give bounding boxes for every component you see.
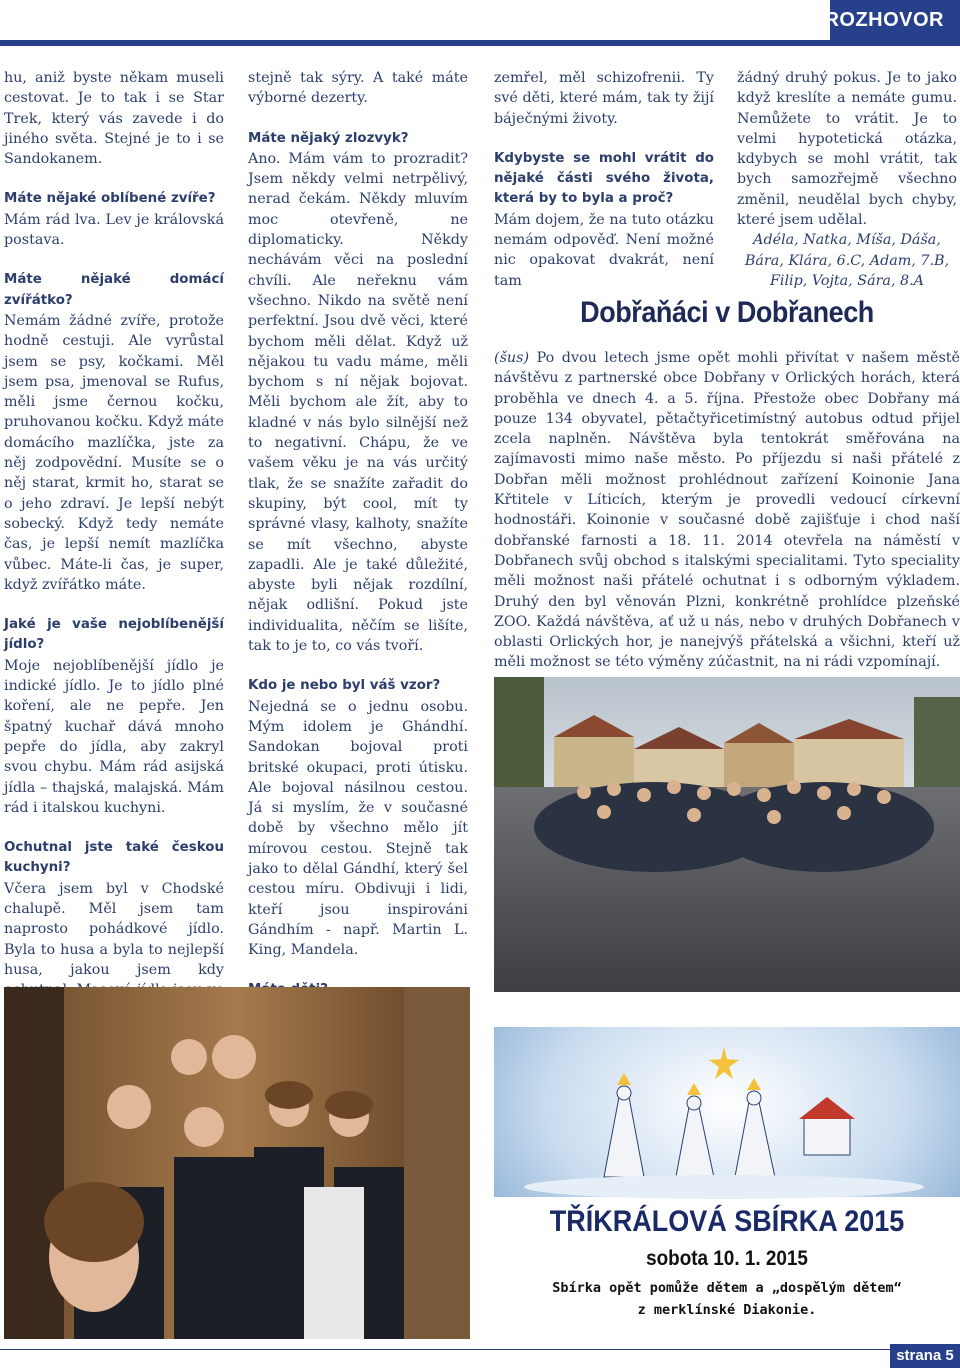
paragraph-gap [248,109,468,129]
interview-answer: žádný druhý pokus. Je to jako když kreslíte a nemáte gumu. Nemůžete to vrátit. Je to velmi hypotetická otázka, kdybych se mohl vrátit, tak bych samozřejmě všechno změnil, neudělal bych chyby, které jsem udělal. [737,70,957,229]
interview-question: Máte nějaký zlozvyk? [248,130,409,146]
header-rule [0,40,960,46]
interview-question: Kdybyste se mohl vrátit do nějaké části svého života, která by to byla a proč? [494,150,714,207]
interview-question: Jaké je vaše nejoblíbenější jídlo? [4,617,224,653]
interview-answer: Nemám žádné zvíře, protože hodně cestuji. Ale vyrůstal jsem se psy, kočkami. Měl jsem psa, jmenoval se Rufus, měli jsme černou kočku, pruhovanou kočku. Když máte domácího mazlíčka, jste za něj zodpovědní. Musíte se o něj starat, krmit ho, starat se o jeho zdraví. Je lepší nebýt sobecký. Když tedy nemáte čas, je lepší nemít mazlíčka vůbec. Máte-li čas, je super, když zvířátko máte. [4,312,224,593]
poster-note [494,1277,960,1321]
group-photo-pupils [4,987,470,1339]
paragraph-gap [4,818,224,838]
article-text: Po dvou letech jsme opět mohli přivítat v našem městě návštěvu z partnerské obce Dobřany v Orlických horách, která proběhla ve dnech 4. a 5. října. Přestože obec Dobřany má pouze 134 obyvatel, pětačtyřicetimístný autobus odtud přijel zcela naplněn. Návštěva byla tentokrát směřována na zajímavosti mimo naše město. Po příjezdu si naši přátelé z Dobřan měli možnost prohlédnout zařízení Koinonie Jana Křtitele v Líticích, kterým je provedli vedoucí církevní hodnostáři. Koinonie v současné době zajišťuje i chod naší dobřanské farnosti a 18. 11. 2014 otevřela na náměstí v Dobřanech svůj obchod s italskými specialitami. Tyto speciality měli možnost naši přátelé ochutnat i s odborným výkladem. Druhý den byl věnován Plzni, konkrétně prohlídce plzeňské ZOO. Každá návštěva, ať už u nás, nebo v druhých Dobřanech v oblasti Orlických hor, je nanejvýš přátelská a všichni, kteří už měli možnost se této výměny zúčastnit, na ni rádi vzpomínají. [494,350,960,671]
poster-note-line-2: z merklínské Diakonie. [637,1302,817,1318]
interview-answer: hu, aniž byste někam museli cestovat. Je to tak i se Star Trek, který vás zavede i do jiného světa. Stejné je to i se Sandokanem. [4,70,224,168]
poster-note-line-1: Sbírka opět pomůže dětem a „dospělým dětem“ [552,1280,902,1296]
paragraph-gap [4,250,224,270]
interview-answer: Včera jsem byl v Chodské chalupě. Měl jsem tam naprosto pohádkové jídlo. Byla to husa a byla to nejlepší husa, jakou jsem kdy [4,880,224,978]
footer-rule [0,1349,890,1350]
paragraph-gap [4,169,224,189]
article-body [494,348,960,673]
interview-question: Ochutnal jste také českou kuchyni? [4,840,224,876]
interview-answer: Nejedná se o jednu osobu. Mým idolem je Ghándhí. Sandokan bojoval proti britské okupaci, proti útisku. Ale bojoval násilnou cestou. Já si myslím, že v současné době by všechno mělo jít mírovou cestou. Stejně tak jako to dělal Gándhí, který šel cestou míru. Obdivuji i lidi, kteří jsou inspirováni Gándhím - např. Martin L. King, Mandela. [248,698,468,959]
paragraph-gap [248,960,468,980]
interview-answer: stejně tak sýry. A také máte výborné dezerty. [248,70,468,107]
poster-title: TŘÍKRÁLOVÁ SBÍRKA 2015 [549,1205,905,1238]
paragraph-gap [248,656,468,676]
interview-question: Máte nějaké domácí zvířátko? [4,272,224,308]
paragraph-gap [4,595,224,615]
article-title: Dobřaňáci v Dobřanech [580,296,874,329]
interview-column-4 [737,68,957,291]
section-header [0,0,960,40]
interview-column-1 [4,68,224,1021]
article-byline: (šus) [494,350,530,366]
interview-answer: Moje nejoblíbenější jídlo je indické jídlo. Je to jídlo plné koření, ale ne pepře. Jen špatný kuchař dává mnoho pepře do jídla, aby zakryl svou chybu. Mám rád asijská jídla – thajská, malajská. Mám rád i italskou kuchyni. [4,657,224,816]
interview-authors: Adéla, Natka, Míša, Dáša, Bára, Klára, 6.C, Adam, 7.B, Filip, Vojta, Sára, 8.A [744,232,950,289]
trikralova-sbirka-poster [494,1027,960,1339]
interview-question: Máte nějaké oblíbené zvíře? [4,191,216,207]
section-header-mask [0,0,830,40]
interview-column-2 [248,68,468,1041]
interview-question: Kdo je nebo byl váš vzor? [248,678,441,694]
interview-answer: Mám dojem, že na tuto otázku nemám odpověď. Není možné nic opakovat dvakrát, není tam [494,211,714,289]
page-number: strana 5 [890,1344,960,1368]
paragraph-gap [494,129,714,149]
pupils-photo-illustration [4,987,470,1339]
interview-answer: Mám rád lva. Lev je královská postava. [4,211,224,249]
interview-column-3 [494,68,714,291]
interview-answer: Ano. Mám vám to prozradit? Jsem někdy velmi netrpělivý, nerad čekám. Někdy mluvím moc otevřeně, ne diplomaticky. Někdy nechávám věci na poslední chvíli. Ale neřeknu vám všechno. Nikdo na světě není perfektní. Jsou dvě věci, které bychom měli dělat. Když už nějakou tu vadu máme, měli bychom s ní nějak bojovat. Měli bychom ale žít, aby to kladné v nás bylo silnější než to negativní. Chápu, že ve vašem věku je na vás určitý tlak, že se snažíte zařadit do skupiny, být cool, mít ty správné vlasy, kalhoty, snažíte se mít všechno, abyste zapadli. Ale je také důležité, abyste byli nějak rozdílní, nějak odlišní. Pokud jste individualita, něčím se lišíte, tak to je to, co vás tvoří. [248,150,468,655]
group-photo-town-square [494,677,960,992]
section-label: ROZHOVOR [824,9,944,31]
group-photo-illustration [494,677,960,992]
interview-answer: zemřel, měl schizofrenii. Ty své děti, které mám, tak ty žijí báječnými životy. [494,70,714,127]
poster-date: sobota 10. 1. 2015 [646,1247,808,1270]
